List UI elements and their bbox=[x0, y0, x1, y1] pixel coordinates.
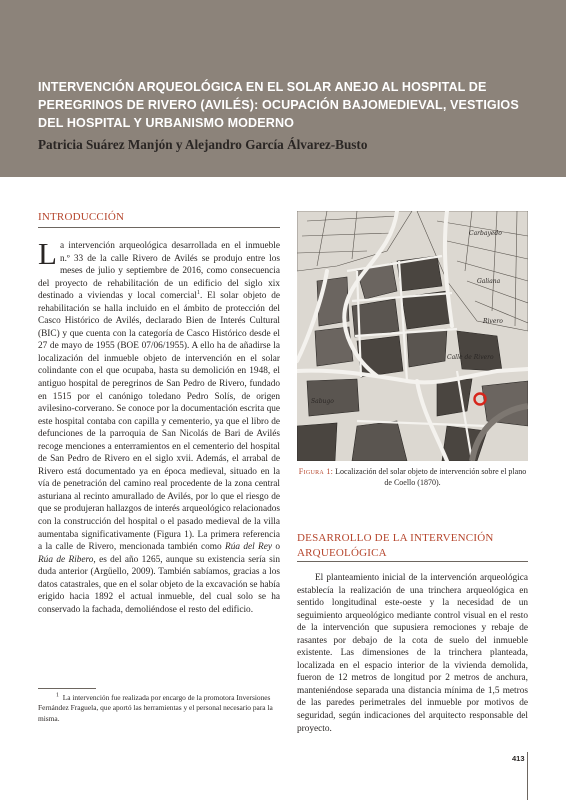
page-number: 413 bbox=[512, 754, 525, 763]
intro-paragraph bbox=[38, 236, 281, 616]
footnote bbox=[38, 693, 280, 724]
footnote-reference[interactable]: 1 bbox=[196, 290, 200, 297]
italic-street-name-2: Rúa de Ribero bbox=[38, 554, 94, 565]
article-authors: Patricia Suárez Manjón y Alejandro García Álvarez-Busto bbox=[38, 137, 368, 152]
page-number-rule bbox=[527, 752, 528, 800]
section-heading-desarrollo: DESARROLLO DE LA INTERVENCIÓN ARQUEOLÓGICA bbox=[297, 532, 494, 559]
footnote-text: La intervención fue realizada por encargo de la promotora Inversiones Fernández Fraguela, que aportó las herramientas y el personal necesario para la misma. bbox=[38, 693, 273, 723]
intro-text-part-2: . El solar objeto de rehabilitación se halla incluido en el ámbito de protección del Casco Histórico de Avilés, declarado Bien de Interés Cultural (BIC) y que cuenta con la categoría de Casco Histórico desde el 27 de mayo de 1955 (BOE 07/06/1955). A ello ha de añadirse la localización del inmueble objeto de intervención en el solar colindante con el que ocupaba, hasta su demolición en 1948, el antiguo hospital de peregrinos de San Pedro de Rivero, fundado en 1515 por el canónigo toledano Pedro Solís, de origen avilesino-corverano. Se conoce por la documentación escrita que este hospital contaba con capilla y cementerio, ya que el libro de defunciones de la parroquia de San Nicolás de Bari de Avilés recoge menciones a enterramientos en el cementerio del hospital de San Pedro de Rivero en el siglo xvii. Además, el arrabal de Rivero está documentado ya en época medieval, situado en la vía de penetración del camino real procedente de la zona central asturiana al recinto amurallado de Avilés, por lo que el riesgo de que se produjeran hallazgos de interés arqueológico relacionados con la construcción del hospital o el pasado medieval de la villa aumentaba significativamente (Figura 1). La primera referencia a la calle de Rivero, mencionada también como bbox=[38, 291, 281, 553]
intro-text-part-1: a intervención arqueológica desarrollada en el inmueble n.º 33 de la calle Rivero de Avilés se produjo entre los meses de julio y septiembre de 2016, como consecuencia del proyecto de rehabilitación de un edificio del siglo xix destinado a viviendas y local comercial bbox=[38, 241, 280, 302]
section-heading-introduccion: INTRODUCCIÓN bbox=[38, 211, 125, 223]
intro-text-connector: o bbox=[271, 542, 280, 553]
map-label-carbayedo: Carbayedo bbox=[469, 230, 502, 237]
footnote-mark: 1 bbox=[56, 692, 59, 699]
map-label-calle: Calle de Rivero bbox=[447, 354, 494, 361]
intro-text-part-3: , es del año 1265, aunque su existencia sería sin duda anterior (Argüello, 2009). También sabíamos, gracias a los datos catastrales, que en el solar objeto de la excavación se había erigido hacia 1892 el actual inmueble, del cual solo se ha conservado la fachada, demoliéndose el resto del edificio. bbox=[38, 554, 280, 615]
footnote-rule bbox=[38, 688, 96, 689]
desarrollo-paragraph: El planteamiento inicial de la intervención arqueológica establecía la realización de una trinchera arqueológica en sentido longitudinal este-oeste y la necesidad de un seguimiento arqueológico mediante control visual en el resto de la intervención que supusiera remociones y rebaje de rasantes por debajo de la cota de suelo del inmueble existente. Las dimensiones de la trinchera planteada, localizada en el espacio interior de la vivienda demolida, fueron de 12 metros de longitud por 2 metros de anchura, manteniéndose separada una distancia mínima de 1,5 metros de las paredes perimetrales del inmueble por motivos de seguridad, según indicaciones del arquitecto responsable del proyecto. bbox=[297, 573, 528, 734]
section-rule bbox=[38, 227, 280, 228]
street-map-image bbox=[297, 211, 528, 461]
section-rule bbox=[297, 561, 528, 562]
map-label-rivero: Rivero bbox=[483, 318, 503, 325]
article-title: INTERVENCIÓN ARQUEOLÓGICA EN EL SOLAR ANEJO AL HOSPITAL DE PEREGRINOS DE RIVERO (AVILÉS): OCUPACIÓN BAJOMEDIEVAL, VESTIGIOS DEL HOSPITAL Y URBANISMO MODERNO bbox=[38, 80, 519, 130]
map-label-galiana: Galiana bbox=[477, 278, 501, 285]
figure-caption bbox=[297, 467, 528, 489]
map-drawing bbox=[297, 211, 528, 461]
italic-street-name-1: Rúa del Rey bbox=[225, 542, 272, 553]
drop-cap: L bbox=[38, 236, 57, 271]
map-label-sabugo: Sabugo bbox=[311, 398, 334, 405]
figure-caption-text: Localización del solar objeto de intervención sobre el plano de Coello (1870). bbox=[335, 467, 527, 487]
figure-caption-label: Figura 1: bbox=[298, 467, 334, 476]
